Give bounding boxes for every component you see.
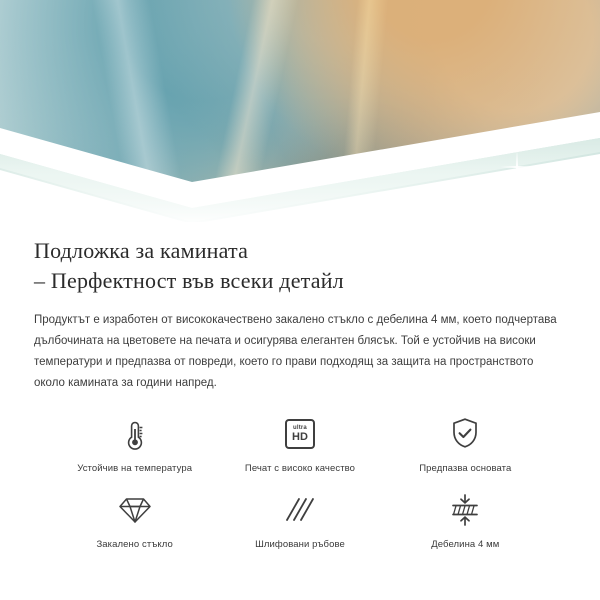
headline-line-1: Подложка за камината [34,238,249,263]
marble-print-artwork [0,0,600,210]
feature-item-print-quality [217,412,382,474]
feature-item-temperature [52,412,217,474]
feature-label: Шлифовани ръбове [255,539,345,550]
feature-label: Устойчив на температура [77,463,193,474]
thickness-arrows-icon [448,488,482,532]
hero-image [0,0,600,222]
feature-label: Закалено стъкло [96,539,173,550]
feature-label: Печат с високо качество [244,463,356,474]
description-text [34,310,566,394]
thermometer-icon [120,412,150,456]
diamond-icon [118,488,152,532]
feature-grid [34,412,566,550]
headline-line-2: – Перфектност във всеки детайл [34,268,344,293]
feature-item-polished-edges [217,488,382,550]
ultra-hd-icon: ultra HD [285,412,315,456]
page-title [34,236,566,296]
polished-edges-icon [283,488,317,532]
content-area [0,222,600,550]
shield-check-icon [449,412,481,456]
feature-item-tempered-glass [52,488,217,550]
feature-label: Дебелина 4 мм [431,539,500,550]
feature-item-thickness [383,488,548,550]
feature-item-protection [383,412,548,474]
description-paragraph: Продуктът е изработен от висококачествено закалено стъкло с дебелина 4 мм, което подчертава дълбочината на цветовете на печата и осигурява елегантен блясък. Той е устойчив на високи температури и предпазва от повреди, което го прави подходящ за защита на пространството около камината за години напред. [34,314,557,389]
feature-label: Предпазва основата [419,463,512,474]
